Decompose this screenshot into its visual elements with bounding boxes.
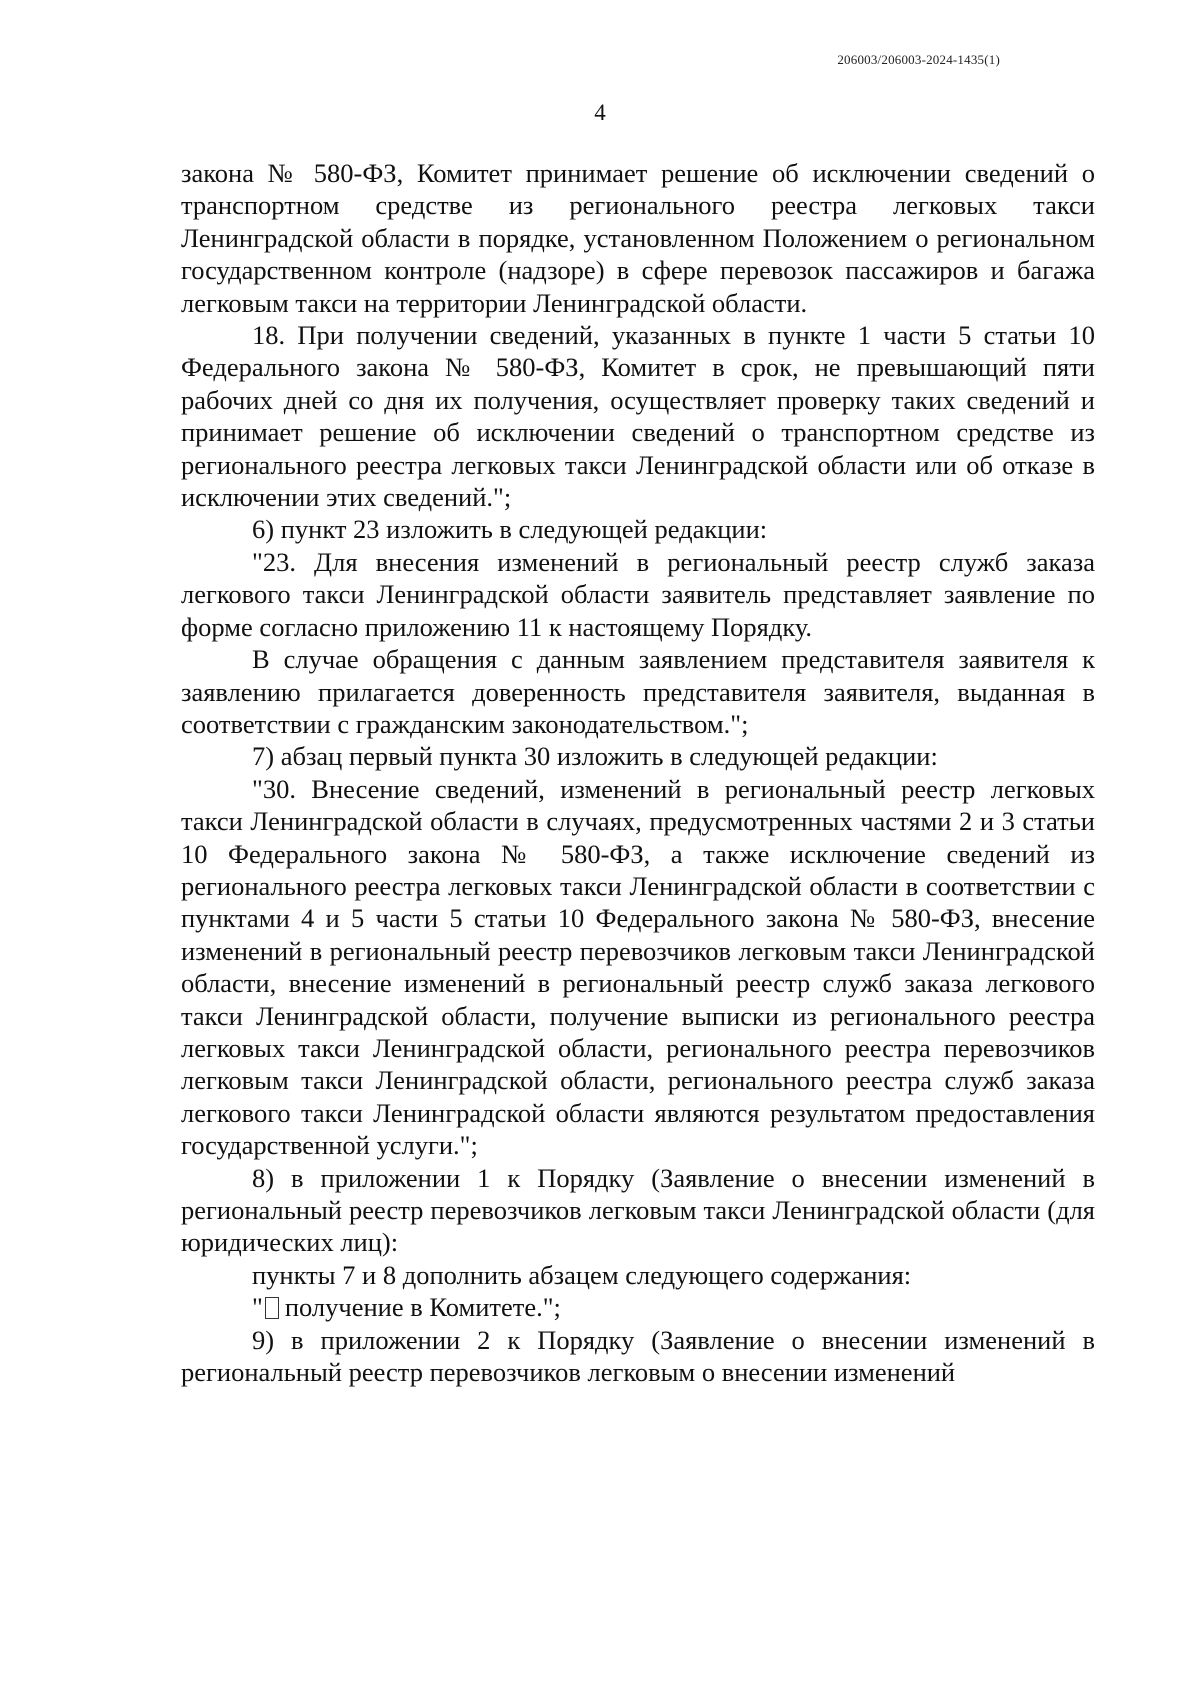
paragraph-item-23: "23. Для внесения изменений в региональный реестр служб заказа легкового такси Ленинградской области заявитель представляет заявление по форме согласно приложению 11 к настоящему Порядку. bbox=[181, 546, 1095, 642]
paragraph-item-18: 18. При получении сведений, указанных в пункте 1 части 5 статьи 10 Федерального закона № 580-ФЗ, Комитет в срок, не превышающий пяти рабочих дней со дня их получения, осуществляет проверку таких сведений и принимает решение об исключении сведений о транспортном средстве из регионального реестра легковых такси Ленинградской области или об отказе в исключении этих сведений."; bbox=[181, 320, 1095, 513]
paragraph-points-7-8: пункты 7 и 8 дополнить абзацем следующего содержания: bbox=[252, 1259, 912, 1290]
paragraph-continuation: закона № 580-ФЗ, Комитет принимает решение об исключении сведений о транспортном средстве из регионального реестра легковых такси Ленинградской области в порядке, установленном Положением о региональном государственном контроле (надзоре) в сфере перевозок пассажиров и багажа легковым такси на территории Ленинградской области. bbox=[181, 158, 1095, 318]
paragraph-checkbox-option bbox=[181, 1291, 1095, 1323]
paragraph-representative: В случае обращения с данным заявлением представителя заявителя к заявлению прилагается доверенность представителя заявителя, выданная в соответствии с гражданским законодательством."; bbox=[181, 644, 1095, 739]
paragraph-item-30: "30. Внесение сведений, изменений в региональный реестр легковых такси Ленинградской области в случаях, предусмотренных частями 2 и 3 статьи 10 Федерального закона № 580-ФЗ, а также исключение сведений из регионального реестра легковых такси Ленинградской области в соответствии с пунктами 4 и 5 части 5 статьи 10 Федерального закона № 580-ФЗ, внесение изменений в региональный реестр перевозчиков легковым такси Ленинградской области, внесение изменений в региональный реестр служб заказа легкового такси Ленинградской области, получение выписки из регионального реестра легковых такси Ленинградской области, регионального реестра перевозчиков легковым такси Ленинградской области, регионального реестра служб заказа легкового такси Ленинградской области являются результатом предоставления государственной услуги."; bbox=[181, 773, 1095, 1161]
paragraph-amendment-7: 7) абзац первый пункта 30 изложить в следующей редакции: bbox=[252, 741, 938, 772]
document-body bbox=[181, 157, 1095, 1388]
document-id: 206003/206003-2024-1435(1) bbox=[837, 52, 1000, 67]
checkbox-icon bbox=[265, 1297, 279, 1319]
checkbox-option-label: получение в Комитете."; bbox=[284, 1292, 561, 1323]
paragraph-amendment-8: 8) в приложении 1 к Порядку (Заявление о внесении изменений в региональный реестр перевозчиков легковым такси Ленинградской области (для юридических лиц): bbox=[181, 1162, 1095, 1258]
quote-mark: " bbox=[252, 1292, 263, 1323]
paragraph-amendment-6: 6) пункт 23 изложить в следующей редакции: bbox=[252, 514, 768, 545]
page-number: 4 bbox=[594, 100, 606, 125]
paragraph-amendment-9: 9) в приложении 2 к Порядку (Заявление о внесении изменений в региональный реестр перевозчиков легковым о внесении изменений bbox=[181, 1324, 1095, 1388]
